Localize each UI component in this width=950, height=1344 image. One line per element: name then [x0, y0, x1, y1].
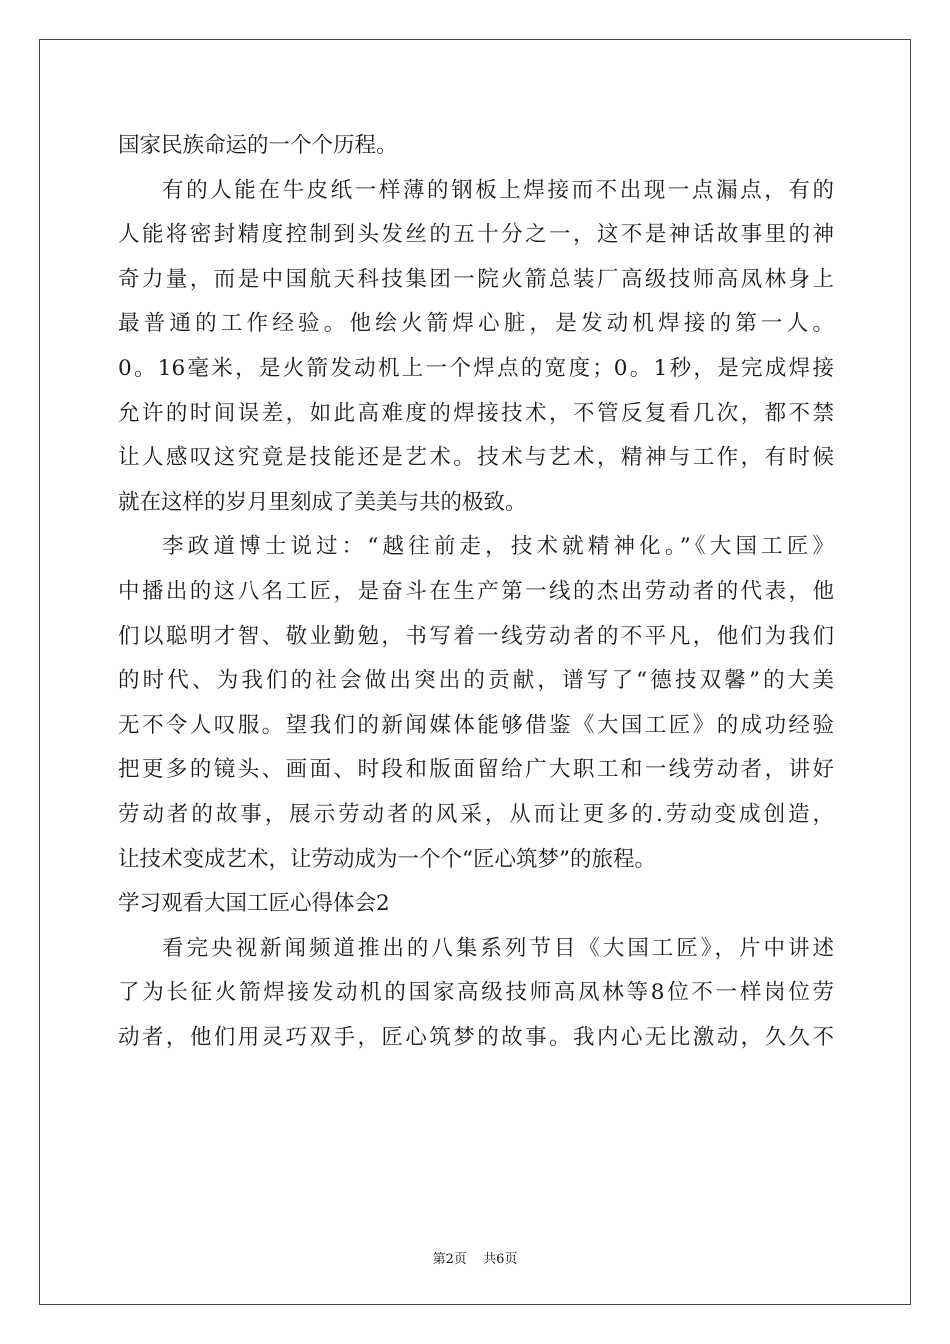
text-line: 0。16毫米，是火箭发动机上一个焊点的宽度；0。1秒，是完成焊接 [118, 355, 834, 381]
text-line: 们以聪明才智、敬业勤勉，书写着一线劳动者的不平凡，他们为我们 [118, 623, 834, 649]
section-heading: 学习观看大国工匠心得体会2 [118, 891, 390, 917]
paragraph-block-1 [118, 124, 834, 882]
text-line: 无不令人叹服。望我们的新闻媒体能够借鉴《大国工匠》的成功经验 [118, 712, 834, 738]
text-line: 奇力量，而是中国航天科技集团一院火箭总装厂高级技师高凤林身上 [118, 266, 834, 292]
page-number: 第2页 [432, 1252, 467, 1267]
text-line: 李政道博士说过：“越往前走，技术就精神化。”《大国工匠》 [162, 534, 834, 560]
text-line: 让技术变成艺术，让劳动成为一个个“匠心筑梦”的旅程。 [118, 846, 656, 872]
paragraph-block-2 [118, 927, 834, 1061]
text-line: 让人感叹这究竟是技能还是艺术。技术与艺术，精神与工作，有时候 [118, 445, 834, 471]
text-line: 劳动者的故事，展示劳动者的风采，从而让更多的.劳动变成创造， [118, 801, 834, 827]
page-footer [0, 1248, 950, 1267]
text-line: 中播出的这八名工匠，是奋斗在生产第一线的杰出劳动者的代表，他 [118, 578, 834, 604]
text-line: 人能将密封精度控制到头发丝的五十分之一，这不是神话故事里的神 [118, 222, 834, 248]
text-line: 就在这样的岁月里刻成了美美与共的极致。 [118, 489, 527, 515]
text-line: 看完央视新闻频道推出的八集系列节目《大国工匠》，片中讲述 [162, 935, 834, 961]
text-line: 把更多的镜头、画面、时段和版面留给广大职工和一线劳动者，讲好 [118, 757, 834, 783]
text-line: 动者，他们用灵巧双手，匠心筑梦的故事。我内心无比激动，久久不 [118, 1024, 834, 1050]
text-line: 最普通的工作经验。他绘火箭焊心脏，是发动机焊接的第一人。 [118, 311, 834, 337]
text-line: 的时代、为我们的社会做出突出的贡献，谱写了“德技双馨”的大美 [118, 668, 834, 694]
text-line: 允许的时间误差，如此高难度的焊接技术，不管反复看几次，都不禁 [118, 400, 834, 426]
document-body [118, 124, 834, 1060]
text-line: 了为长征火箭焊接发动机的国家高级技师高凤林等8位不一样岗位劳 [118, 980, 834, 1006]
text-line: 有的人能在牛皮纸一样薄的钢板上焊接而不出现一点漏点，有的 [162, 177, 834, 203]
page-total: 共6页 [483, 1252, 518, 1267]
text-line: 国家民族命运的一个个历程。 [118, 133, 398, 158]
